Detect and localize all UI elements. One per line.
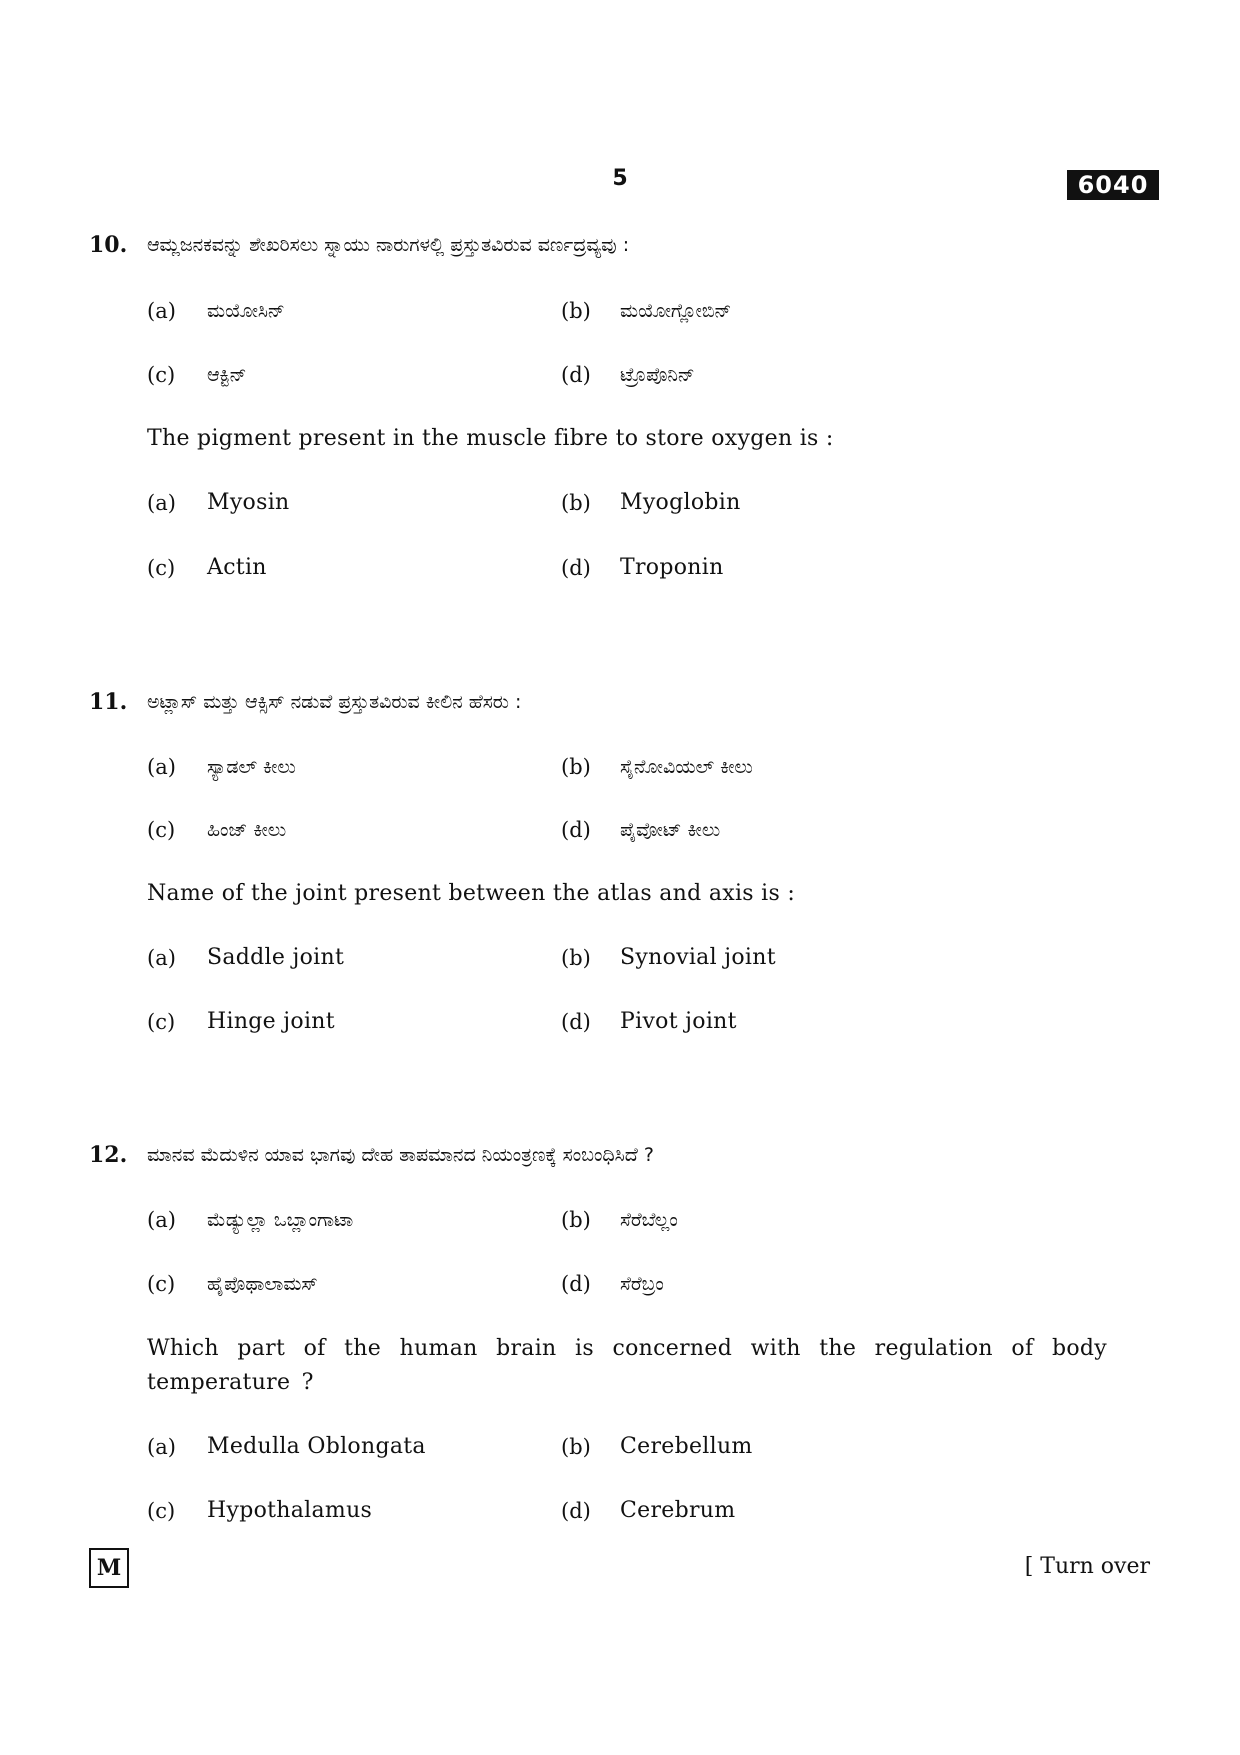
option-label: (a): [147, 491, 176, 515]
option-label: (c): [147, 363, 176, 387]
question-text-kannada: ಅಟ್ಲಾಸ್ ಮತ್ತು ಆಕ್ಸಿಸ್ ನಡುವೆ ಪ್ರಸ್ತುತವಿರುವ ಕೀಲಿನ ಹೆಸರು :: [147, 691, 522, 713]
option-label: (b): [561, 755, 591, 779]
option-label: (b): [561, 1435, 591, 1459]
option-label: (a): [147, 1435, 176, 1459]
question-text-kannada: ಮಾನವ ಮೆದುಳಿನ ಯಾವ ಭಾಗವು ದೇಹ ತಾಪಮಾನದ ನಿಯಂತ್ರಣಕ್ಕೆ ಸಂಬಂಧಿಸಿದೆ ?: [147, 1144, 654, 1166]
option-label: (b): [561, 299, 591, 323]
option-label: (b): [561, 1208, 591, 1232]
option-text: ಸ್ಯಾಡಲ್ ಕೀಲು: [207, 756, 296, 778]
option-text: ಮೆಡ್ಯುಲ್ಲಾ ಒಬ್ಲಾಂಗಾಟಾ: [207, 1209, 354, 1231]
option-label: (d): [561, 1010, 591, 1034]
option-text: Myoglobin: [620, 490, 741, 515]
question-text-english: The pigment present in the muscle fibre to store oxygen is :: [147, 426, 834, 451]
option-text: ಟ್ರೊಪೊನಿನ್: [620, 364, 695, 386]
page-number: 5: [612, 166, 628, 191]
option-text: Hypothalamus: [207, 1498, 373, 1523]
option-label: (b): [561, 491, 591, 515]
option-text: ಪೈವೋಟ್ ಕೀಲು: [620, 819, 721, 841]
question-text-english: Which part of the human brain is concerned with the regulation of body temperature ?: [147, 1336, 1107, 1395]
option-label: (d): [561, 1499, 591, 1523]
option-text: ಆಕ್ಟಿನ್: [207, 364, 247, 386]
option-text: Actin: [207, 555, 267, 580]
option-text: Pivot joint: [620, 1009, 737, 1034]
option-label: (a): [147, 755, 176, 779]
option-label: (c): [147, 1499, 176, 1523]
option-label: (c): [147, 818, 176, 842]
option-label: (d): [561, 818, 591, 842]
option-text: ಮಯೋಗ್ಲೋಬಿನ್: [620, 300, 732, 322]
option-text: ಮಯೋಸಿನ್: [207, 300, 285, 322]
option-text: ಹಿಂಜ್ ಕೀಲು: [207, 819, 287, 841]
question-number: 11.: [89, 689, 128, 715]
option-label: (d): [561, 556, 591, 580]
option-text: Cerebellum: [620, 1434, 753, 1459]
option-label: (a): [147, 1208, 176, 1232]
option-text: Troponin: [620, 555, 724, 580]
option-label: (c): [147, 556, 176, 580]
option-text: ಹೈಪೊಥಾಲಾಮಸ್: [207, 1273, 318, 1295]
option-text: ಸೆರೆಬ್ರಂ: [620, 1273, 664, 1295]
option-text: Medulla Oblongata: [207, 1434, 426, 1459]
paper-code-badge: 6040: [1067, 170, 1159, 200]
option-text: ಸೆರೆಬೆಲ್ಲಂ: [620, 1209, 678, 1231]
option-label: (d): [561, 363, 591, 387]
option-text: ಸೈನೋವಿಯಲ್ ಕೀಲು: [620, 756, 753, 778]
option-text: Saddle joint: [207, 945, 345, 970]
option-label: (a): [147, 299, 176, 323]
option-text: Myosin: [207, 490, 290, 515]
question-number: 10.: [89, 232, 128, 258]
question-text-kannada: ಆಮ್ಲಜನಕವನ್ನು ಶೇಖರಿಸಲು ಸ್ನಾಯು ನಾರುಗಳಲ್ಲಿ ಪ್ರಸ್ತುತವಿರುವ ವರ್ಣದ್ರವ್ಯವು :: [147, 234, 630, 256]
option-label: (a): [147, 946, 176, 970]
option-text: Synovial joint: [620, 945, 776, 970]
turn-over-note: [ Turn over: [1024, 1554, 1150, 1579]
question-text-english: Name of the joint present between the atlas and axis is :: [147, 881, 796, 906]
option-label: (b): [561, 946, 591, 970]
option-label: (c): [147, 1010, 176, 1034]
option-text: Cerebrum: [620, 1498, 736, 1523]
option-label: (d): [561, 1272, 591, 1296]
option-label: (c): [147, 1272, 176, 1296]
question-number: 12.: [89, 1142, 128, 1168]
option-text: Hinge joint: [207, 1009, 335, 1034]
medium-mark-box: M: [89, 1548, 129, 1588]
